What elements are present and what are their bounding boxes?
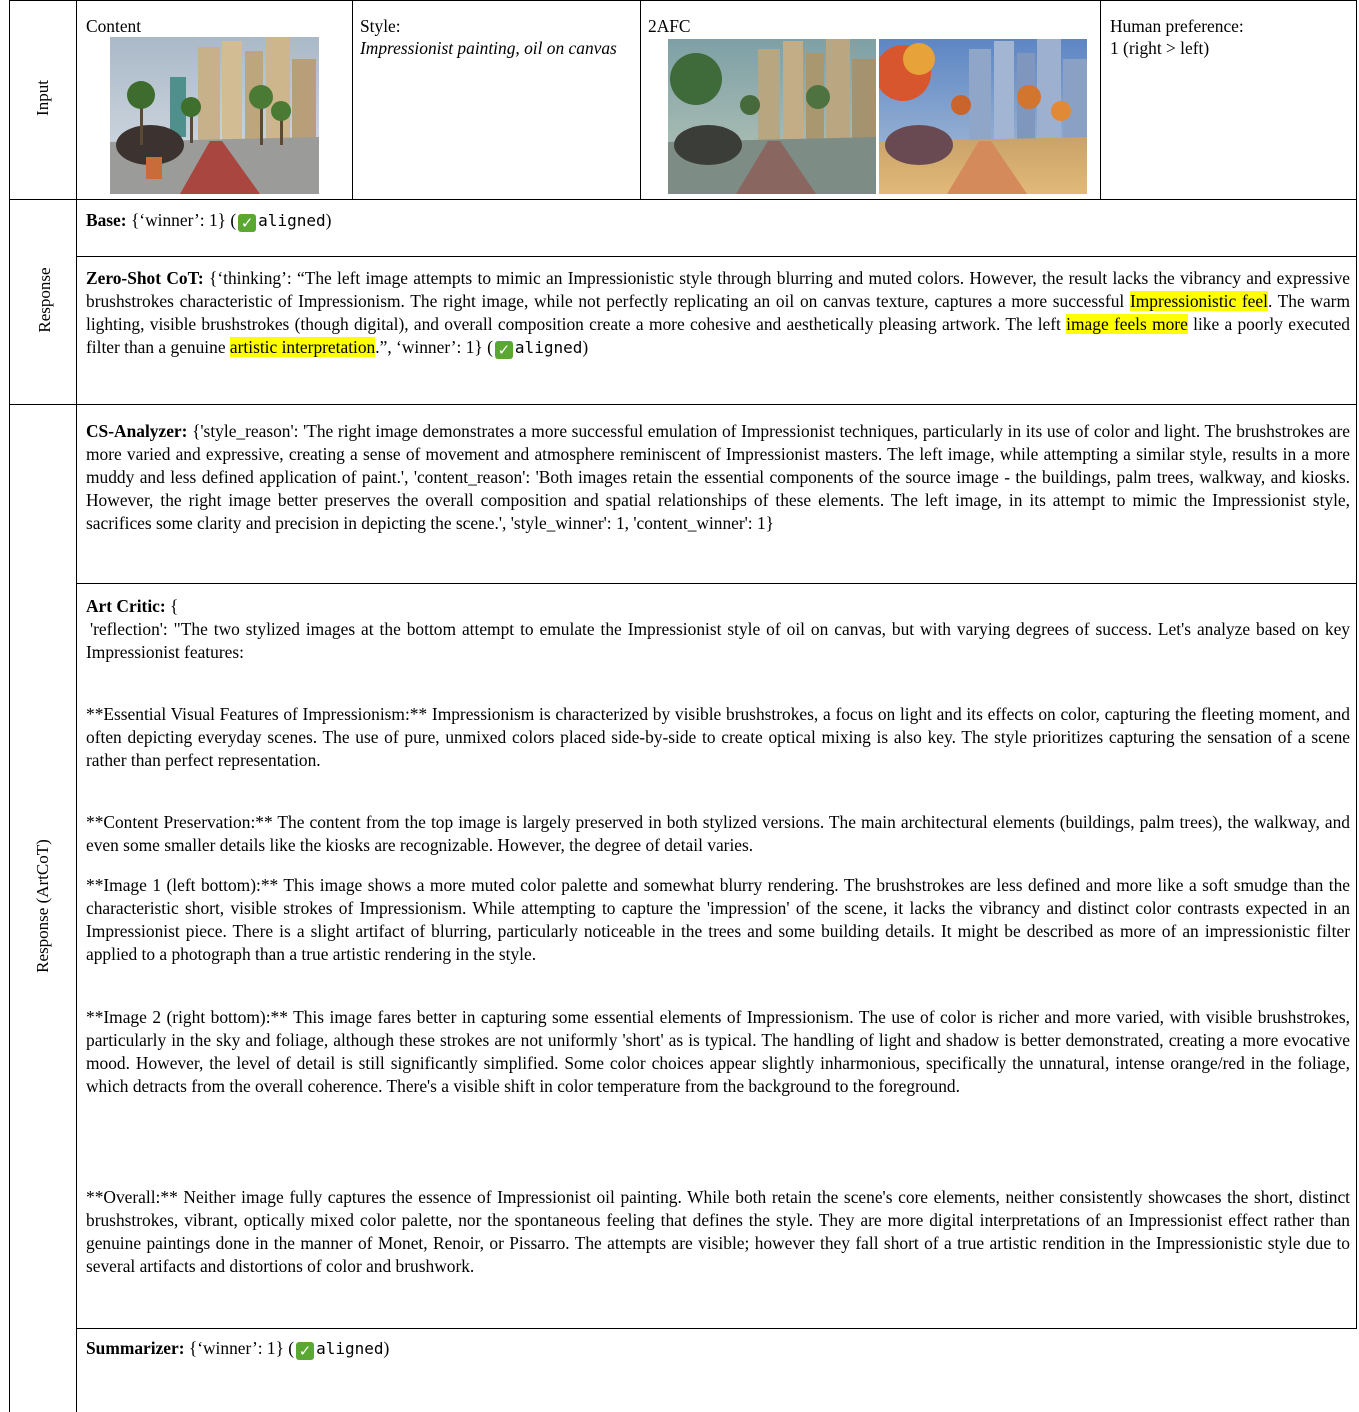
summarizer-close: ) — [383, 1338, 390, 1358]
summarizer-aligned: aligned — [316, 1339, 384, 1358]
check-icon: ✓ — [296, 1342, 314, 1360]
art-critic-p3: **Image 1 (left bottom):** This image shows a more muted color palette and somewhat blurry rendering. The brushstrokes are less defined and more like a soft smudge than the characteristic short, visible strokes of Impressionism. While attempting to capture the 'impression' of the scene, it lacks the vibrancy and distinct color contrasts expected in an Impressionist piece. There is a slight artifact of blurring, particularly noticeable in the trees and some building details. It might be described as more of an impressionistic filter applied to a photograph than a true artistic rendering in the style. — [86, 875, 1350, 964]
zeroshot-response — [86, 267, 1350, 359]
zeroshot-text-4: .”, ‘winner’: 1} ( — [375, 337, 493, 357]
input-divider-2 — [640, 0, 641, 199]
row-divider-input — [9, 199, 1357, 200]
base-aligned: aligned — [258, 211, 326, 230]
afc-label: 2AFC — [648, 16, 691, 36]
base-result: {‘winner’: 1} ( — [130, 210, 237, 230]
input-divider-3 — [1100, 0, 1101, 199]
row-label-artcot: Response (ArtCoT) — [33, 839, 52, 973]
art-critic-p4: **Image 2 (right bottom):** This image fares better in capturing some essential elements of Impressionism. The use of color is richer and more varied, with visible brushstrokes, particularly in the sky and foliage, although these strokes are not uniformly 'short' as is typical. The handling of light and shadow is better demonstrated, creating a more evocative mood. However, the level of detail is still significantly simplified. Some color choices appear slightly inharmonious, specifically the unnatural, intense orange/red in the foliage, which detracts from the overall coherence. There's a visible shift in color temperature from the background to the foreground. — [86, 1007, 1350, 1096]
row-divider-critic — [76, 1328, 1357, 1329]
zeroshot-highlight-2: image feels more — [1066, 314, 1188, 334]
summarizer-result: {‘winner’: 1} ( — [184, 1338, 295, 1358]
check-icon: ✓ — [238, 214, 256, 232]
art-critic-p5: **Overall:** Neither image fully captures the essence of Impressionist oil painting. While both retain the scene's core elements, neither consistently showcases the short, distinct brushstrokes, vibrant, optically mixed color palette, nor the spontaneous feeling that defines the style. They are more digital interpretations of an Impressionist effect rather than genuine paintings done in the manner of Monet, Renoir, or Pissarro. The attempts are visible; however they fall short of a true artistic rendition in the Impressionistic style due to several artifacts and distortions of color and brushwork. — [86, 1187, 1350, 1276]
afc-image-left — [668, 39, 876, 194]
style-value: Impressionist painting, oil on canvas — [360, 38, 617, 58]
art-critic-reflection: 'reflection': "The two stylized images at the bottom attempt to emulate the Impressionist style of oil on canvas, but with varying degrees of success. Let's analyze based on key Impressionist features: — [86, 619, 1350, 662]
content-label: Content — [86, 16, 142, 36]
style-label: Style: — [360, 16, 401, 36]
art-critic-open: { — [165, 596, 179, 616]
zeroshot-highlight-1: Impressionistic feel — [1129, 291, 1268, 311]
zeroshot-highlight-3: artistic interpretation — [229, 337, 376, 357]
table-border-left-lower — [9, 199, 10, 1412]
cs-analyzer-text: {'style_reason': 'The right image demonstrates a more successful emulation of Impressionist techniques, particularly in its use of color and light. The brushstrokes are more varied and expressive, creating a sense of movement and atmosphere reminiscent of Impressionist masters. The left image, while attempting a similar style, results in a more muddy and less defined application of paint.', 'content_reason': 'Both images retain the essential components of the source image - the buildings, palm trees, walkway, and kiosks. However, the right image better preserves the overall composition and spatial relationships of these elements. The left image, in its attempt to mimic the Impressionist style, sacrifices some clarity and precision in depicting the scene.', 'style_winner': 1, 'content_winner': 1} — [86, 421, 1350, 533]
afc-image-right — [879, 39, 1087, 194]
row-divider-cs — [76, 583, 1357, 584]
zeroshot-text-3: like a poorly executed filter than a genuine — [86, 314, 1350, 357]
base-name: Base: — [86, 210, 127, 230]
cs-analyzer-response — [86, 420, 1350, 535]
art-critic-p1: **Essential Visual Features of Impressionism:** Impressionism is characterized by visible brushstrokes, a focus on light and its effects on color, capturing the fleeting moment, and often depicting everyday scenes. The use of pure, unmixed colors placed side-by-side to create optical mixing is also key. The style prioritizes capturing the sensation of a scene rather than perfect representation. — [86, 704, 1350, 770]
check-icon: ✓ — [495, 341, 513, 359]
input-divider-1 — [352, 0, 353, 199]
zeroshot-text-2: . The warm lighting, visible brushstrokes (though digital), and overall composition create a more cohesive and aesthetically pleasing artwork. The left — [86, 291, 1350, 334]
zeroshot-aligned: aligned — [514, 338, 583, 357]
zeroshot-close: ) — [582, 337, 589, 357]
label-column-divider — [76, 0, 77, 1412]
row-divider-response — [9, 404, 1357, 405]
base-close: ) — [325, 210, 332, 230]
base-response — [86, 209, 1350, 232]
pref-label: Human preference: — [1110, 16, 1244, 36]
pref-value: 1 (right > left) — [1110, 38, 1210, 58]
content-image — [110, 37, 319, 194]
row-label-input: Input — [33, 80, 52, 116]
row-label-response: Response — [35, 267, 54, 333]
art-critic-header — [86, 595, 1350, 618]
zeroshot-text-1: {‘thinking’: “The left image attempts to mimic an Impressionistic style through blurring and muted colors. However, the result lacks the vibrancy and expressive brushstrokes characteristic of Impressionism. The right image, while not perfectly replicating an oil on canvas texture, captures a more successful — [86, 268, 1350, 311]
summarizer-response — [86, 1337, 1350, 1360]
row-divider-base — [76, 256, 1357, 257]
table-border-top — [9, 0, 1357, 1]
art-critic-name: Art Critic: — [86, 596, 166, 616]
summarizer-name: Summarizer: — [86, 1338, 185, 1358]
art-critic-p2: **Content Preservation:** The content from the top image is largely preserved in both stylized versions. The main architectural elements (buildings, palm trees), the walkway, and even some smaller details like the kiosks are recognizable. However, the degree of detail varies. — [86, 812, 1350, 855]
cs-analyzer-name: CS-Analyzer: — [86, 421, 188, 441]
table-border-left — [9, 0, 10, 199]
zeroshot-name: Zero-Shot CoT: — [86, 268, 204, 288]
